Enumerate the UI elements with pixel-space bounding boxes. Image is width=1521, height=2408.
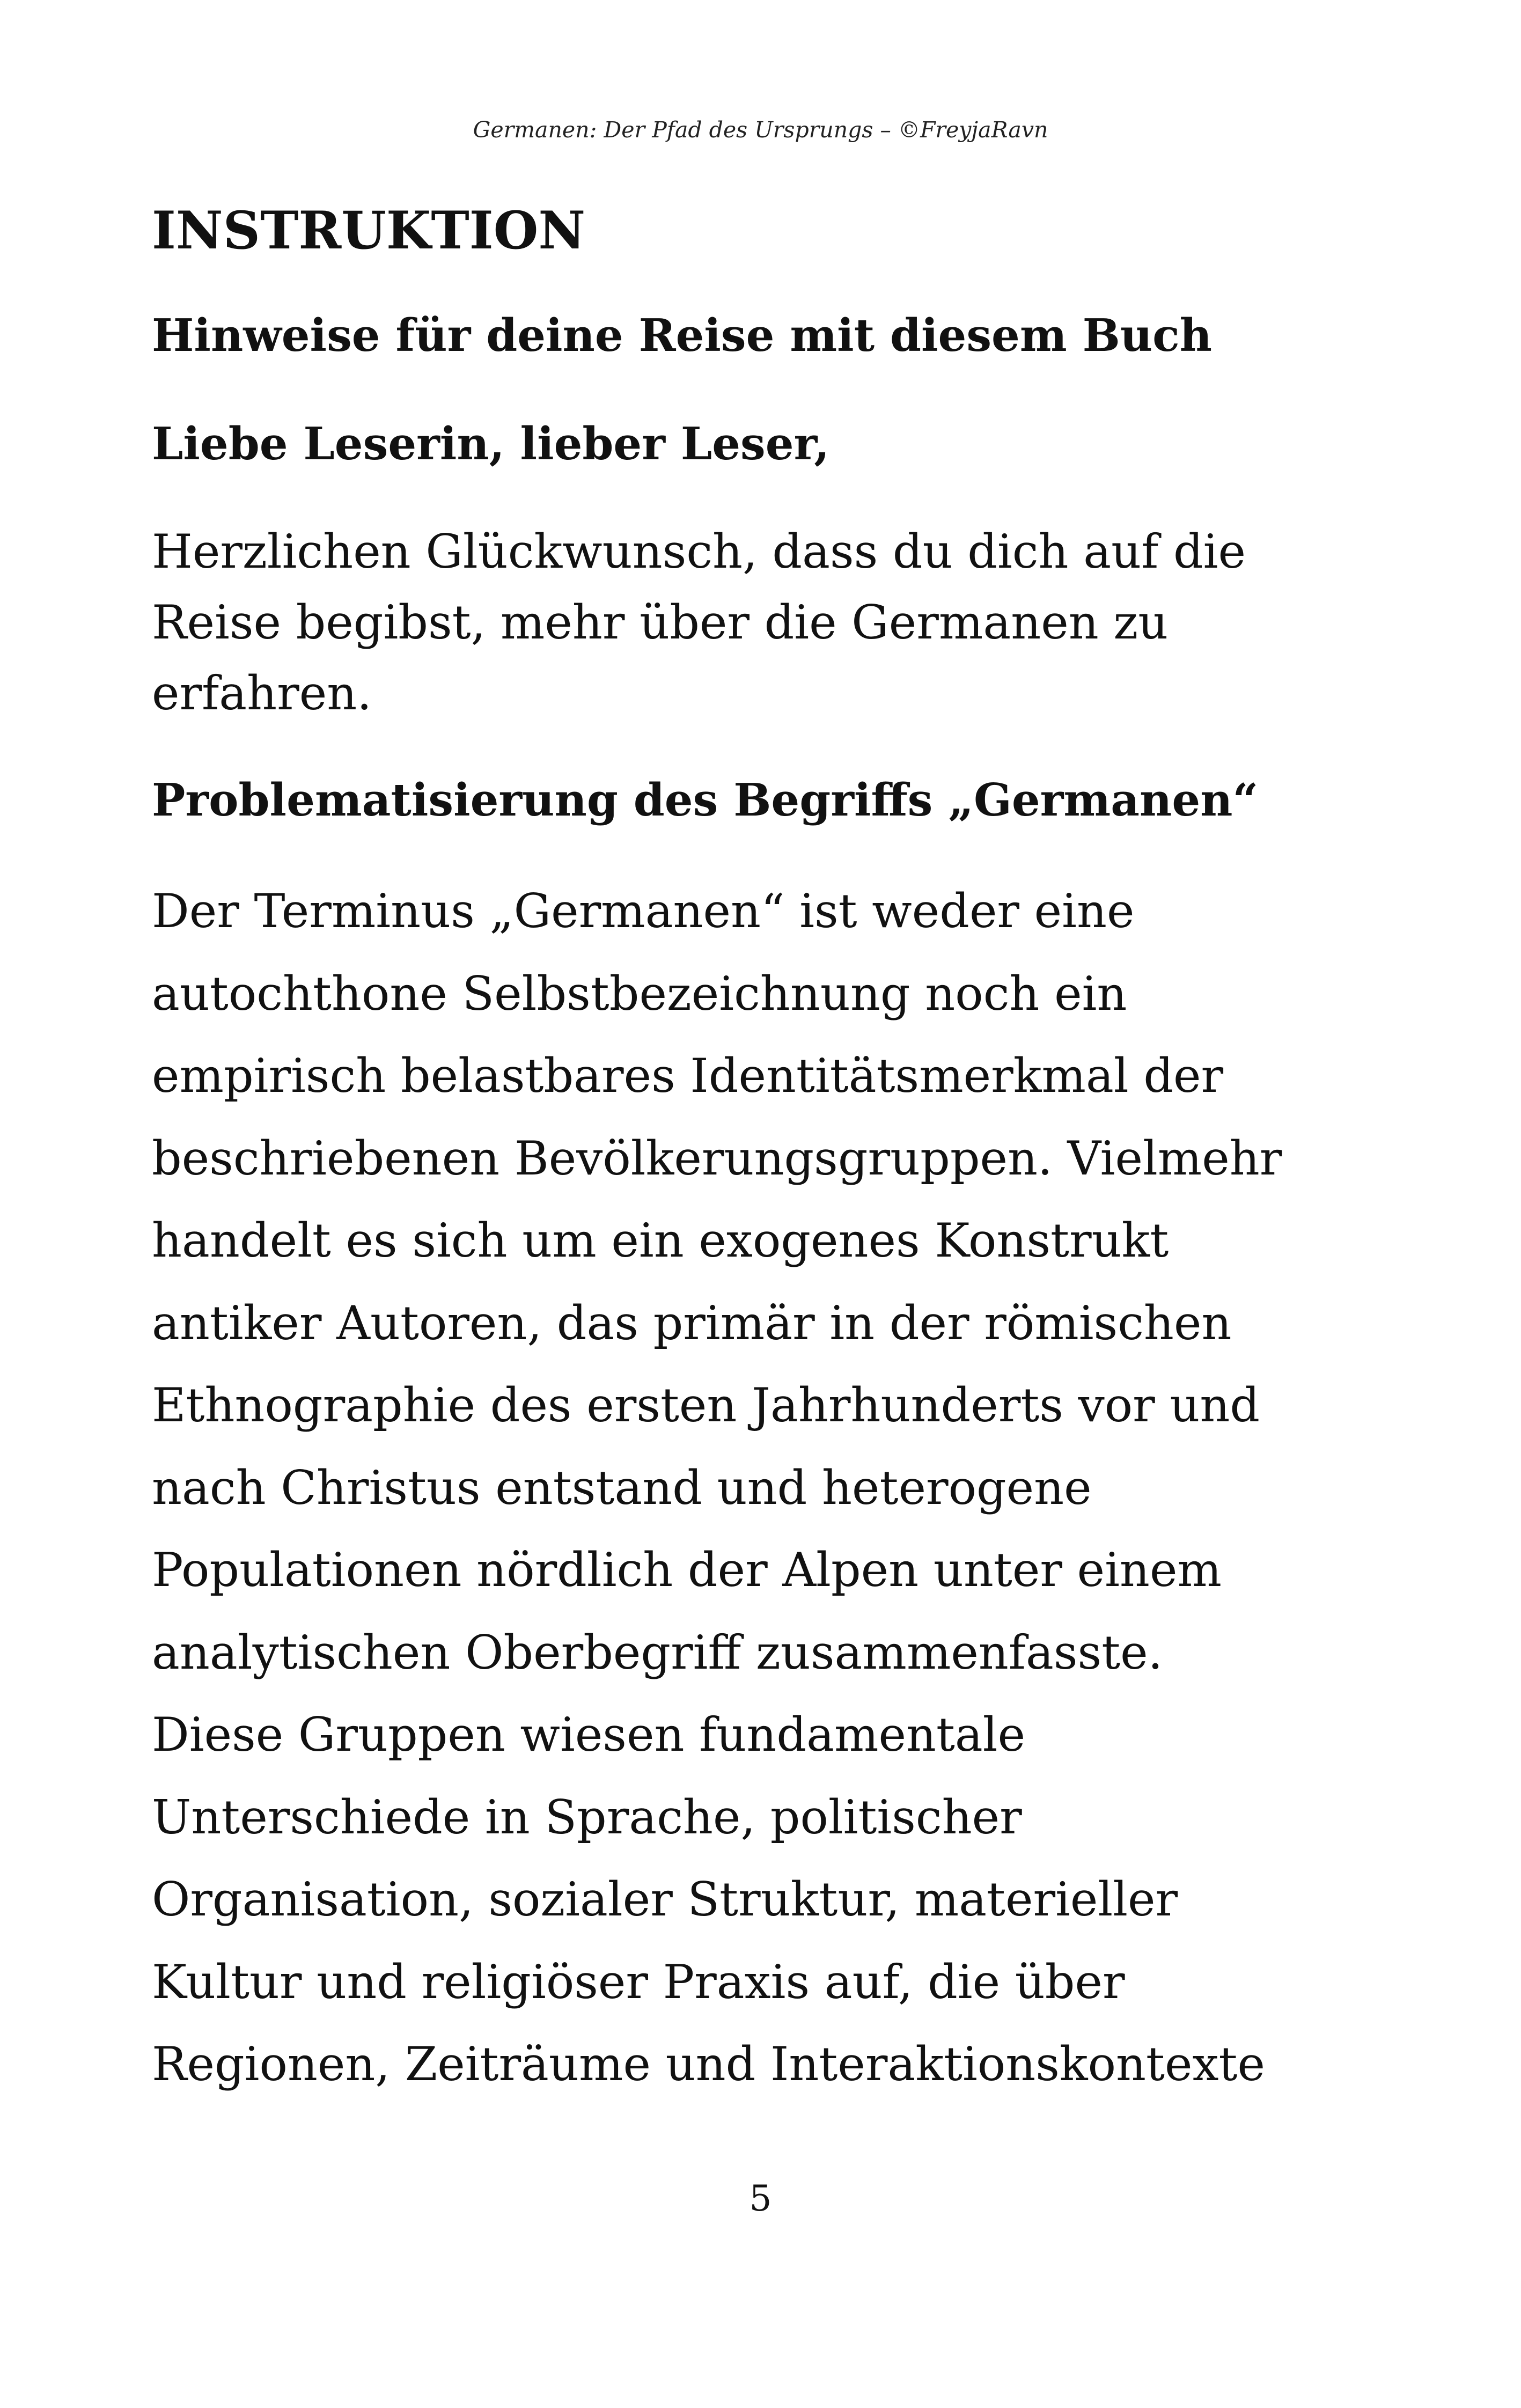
text-line: Populationen nördlich der Alpen unter einem [152,1543,1222,1597]
text-line: Herzlichen Glückwunsch, dass du dich auf die [152,524,1246,579]
text-line: beschriebenen Bevölkerungsgruppen. Vielmehr [152,1130,1282,1186]
chapter-subtitle: Hinweise für deine Reise mit diesem Buch [152,309,1212,362]
text-line: antiker Autoren, das primär in der römischen [152,1295,1232,1350]
text-line: autochthone Selbstbezeichnung noch ein [152,966,1127,1021]
chapter-title: INSTRUKTION [152,200,586,261]
text-line: Ethnographie des ersten Jahrhunderts vor und [152,1378,1260,1433]
text-line: Kultur und religiöser Praxis auf, die über [152,1954,1125,2009]
section-paragraph [152,870,1450,2106]
text-line: erfahren. [152,666,372,721]
running-header: Germanen: Der Pfad des Ursprungs – ©FreyjaRavn [473,117,1048,143]
text-line: Unterschiede in Sprache, politischer [152,1789,1022,1845]
salutation: Liebe Leserin, lieber Leser, [152,417,830,470]
page-number: 5 [749,2178,772,2219]
text-line: analytischen Oberbegriff zusammenfasste. [152,1625,1163,1680]
text-line: handelt es sich um ein exogenes Konstrukt [152,1213,1169,1268]
text-line: empirisch belastbares Identitätsmerkmal der [152,1048,1224,1103]
text-line: Der Terminus „Germanen“ ist weder eine [152,884,1135,938]
text-line: Diese Gruppen wiesen fundamentale [152,1707,1026,1762]
text-line: Reise begibst, mehr über die Germanen zu [152,595,1169,650]
text-line: Regionen, Zeiträume und Interaktionskontexte [152,2037,1265,2091]
intro-paragraph [152,516,1450,729]
page-body [152,199,1450,2106]
text-line: nach Christus entstand und heterogene [152,1460,1092,1515]
section-heading: Problematisierung des Begriffs „Germanen“ [152,774,1259,826]
text-line: Organisation, sozialer Struktur, materieller [152,1872,1178,1927]
